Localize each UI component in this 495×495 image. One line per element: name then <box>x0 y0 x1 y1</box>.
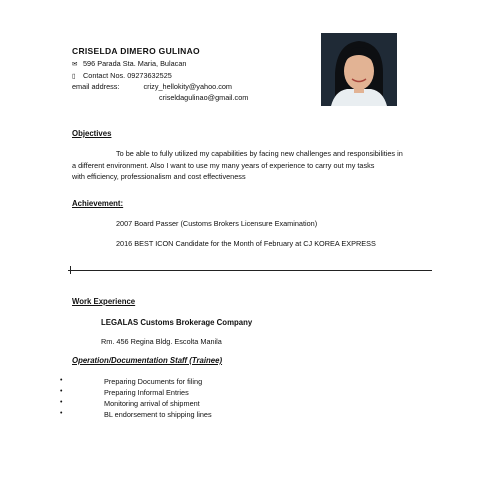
bullet-icon: • <box>60 399 63 406</box>
bullet-icon: • <box>60 388 63 395</box>
company-address: Rm. 456 Regina Bldg. Escolta Manila <box>101 337 222 346</box>
phone-icon: ▯ <box>72 73 76 80</box>
company-name: LEGALAS Customs Brokerage Company <box>101 318 253 327</box>
bullet-icon: • <box>60 410 63 417</box>
email-primary: crizy_hellokity@yahoo.com <box>143 82 233 91</box>
email-label: email address: <box>72 82 120 91</box>
section-divider <box>68 270 432 271</box>
objectives-line-3: with efficiency, professionalism and cost effectiveness <box>72 172 246 181</box>
objectives-line-1: To be able to fully utilized my capabilities by facing new challenges and responsibilities in <box>116 149 403 158</box>
objectives-heading: Objectives <box>72 129 112 138</box>
address-text: 596 Parada Sta. Maria, Bulacan <box>83 59 187 68</box>
position-title: Operation/Documentation Staff (Trainee) <box>72 356 223 365</box>
contact-line <box>72 71 172 80</box>
work-experience-heading: Work Experience <box>72 297 136 306</box>
duty-item-2: Preparing Informal Entries <box>104 388 189 397</box>
profile-photo-graphic <box>321 33 397 106</box>
duty-item-4: BL endorsement to shipping lines <box>104 410 212 419</box>
contact-text: Contact Nos. 09273632525 <box>83 71 172 80</box>
achievement-item-2: 2016 BEST ICON Candidate for the Month of February at CJ KOREA EXPRESS <box>116 239 376 248</box>
envelope-icon: ✉ <box>72 61 78 68</box>
duty-item-3: Monitoring arrival of shipment <box>104 399 200 408</box>
profile-photo <box>321 33 397 106</box>
address-line <box>72 59 186 68</box>
achievement-heading: Achievement: <box>72 199 124 208</box>
email-secondary: criseldagulinao@gmail.com <box>159 93 249 102</box>
applicant-name: CRISELDA DIMERO GULINAO <box>72 46 200 56</box>
objectives-line-2: a different environment. Also I want to use my many years of experience to carry out my tasks <box>72 161 375 170</box>
achievement-item-1: 2007 Board Passer (Customs Brokers Licensure Examination) <box>116 219 318 228</box>
divider-tick <box>70 266 71 274</box>
bullet-icon: • <box>60 377 63 384</box>
email-line <box>72 82 232 91</box>
duty-item-1: Preparing Documents for filing <box>104 377 203 386</box>
